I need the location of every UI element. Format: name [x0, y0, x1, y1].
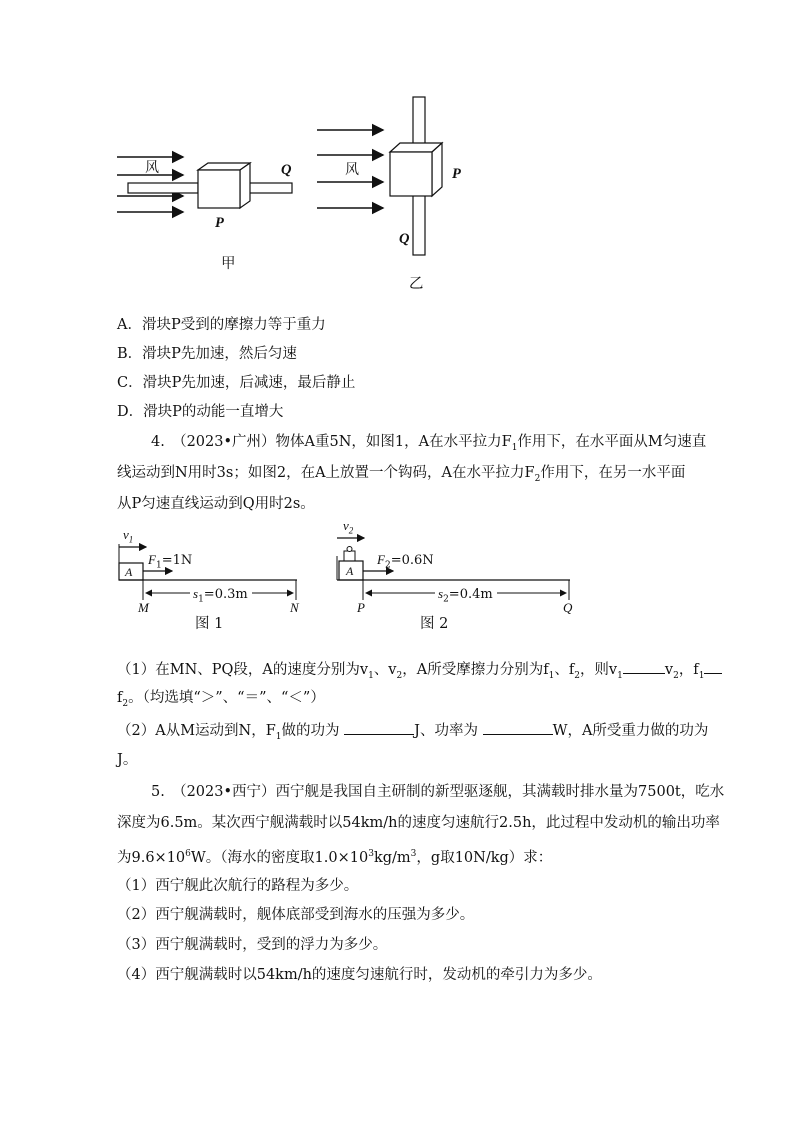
option-a: A．滑块P受到的摩擦力等于重力: [117, 317, 326, 333]
wind-label: 风: [145, 160, 159, 176]
q5-line-2: 深度为6.5m。某次西宁舰满载时以54km/h的速度匀速航行2.5h，此过程中发动机的输出功率: [117, 815, 720, 831]
label-p: P: [452, 166, 461, 182]
q4-sub1-line-2: $f_2$。（均选填“＞”、“＝”、“＜”）: [117, 690, 325, 709]
label-q: Q: [399, 231, 410, 247]
distance-label: $s_2=0.4m$: [438, 586, 493, 605]
point-m-label: M: [138, 600, 149, 615]
answer-blank[interactable]: [344, 720, 414, 735]
velocity-label: $v_1$: [123, 527, 134, 545]
figure-caption-jia: 甲: [221, 256, 236, 272]
force-label: $F_2=0.6N$: [377, 552, 434, 571]
q4-sub2-line-2: J。: [117, 752, 138, 768]
q5-item-1: （1）西宁舰此次航行的路程为多少。: [117, 878, 359, 894]
hook-ring: [347, 547, 352, 552]
option-d: D．滑块P的动能一直增大: [117, 404, 284, 420]
q5-line-3: 为$9.6\times 10^6W$。（海水的密度取$1.0\times 10^3kg/m^3$，g取10N/kg）求：: [117, 849, 553, 866]
hook-weight: [344, 551, 355, 561]
option-b: B．滑块P先加速，然后匀速: [117, 346, 297, 362]
velocity-label: $v_2$: [343, 518, 354, 536]
q5-item-3: （3）西宁舰满载时，受到的浮力为多少。: [117, 937, 388, 953]
answer-blank[interactable]: [623, 659, 665, 674]
distance-label: $s_1=0.3m$: [193, 586, 248, 605]
option-c: C．滑块P先加速，后减速，最后静止: [117, 375, 356, 391]
block-label: A: [346, 564, 354, 578]
q5-item-4: （4）西宁舰满载时以54km/h的速度匀速航行时，发动机的牵引力为多少。: [117, 967, 602, 983]
q4-sub2-line-1: （2）A从M运动到N，$F_1$做的功为 J、功率为 W，A所受重力做的功为: [117, 720, 708, 747]
force-label: $F_1=1N$: [148, 552, 193, 571]
figure-1-caption: 图 1: [195, 616, 224, 632]
label-p: P: [215, 215, 224, 231]
block-label: A: [125, 565, 133, 579]
answer-blank[interactable]: [704, 659, 722, 674]
q4-line-1: 4. （2023•广州）物体A重5N，如图1，A在水平拉力$F_1$作用下，在水平面从M匀速直: [151, 434, 707, 453]
q5-item-2: （2）西宁舰满载时，舰体底部受到海水的压强为多少。: [117, 907, 475, 923]
point-q-label: Q: [563, 600, 573, 615]
wind-label: 风: [345, 162, 359, 178]
figure-caption-yi: 乙: [409, 276, 424, 292]
figure-2-caption: 图 2: [420, 616, 449, 632]
q4-line-3: 从P匀速直线运动到Q用时2s。: [117, 496, 315, 512]
q4-line-2: 线运动到N用时3s；如图2，在A上放置一个钩码，A在水平拉力$F_2$作用下，在另一水平面: [117, 465, 686, 484]
q4-sub1-line-1: （1）在MN、PQ段，A的速度分别为$v_1$、$v_2$，A所受摩擦力分别为$f_1$、$f_2$，则$v_1$ $v_2$，$f_1$: [117, 659, 722, 686]
point-n-label: N: [290, 600, 299, 615]
answer-blank[interactable]: [483, 720, 553, 735]
point-p-label: P: [357, 600, 365, 615]
q5-line-1: 5. （2023•西宁）西宁舰是我国自主研制的新型驱逐舰，其满载时排水量为7500t，吃水: [151, 784, 725, 800]
label-q: Q: [281, 162, 292, 178]
